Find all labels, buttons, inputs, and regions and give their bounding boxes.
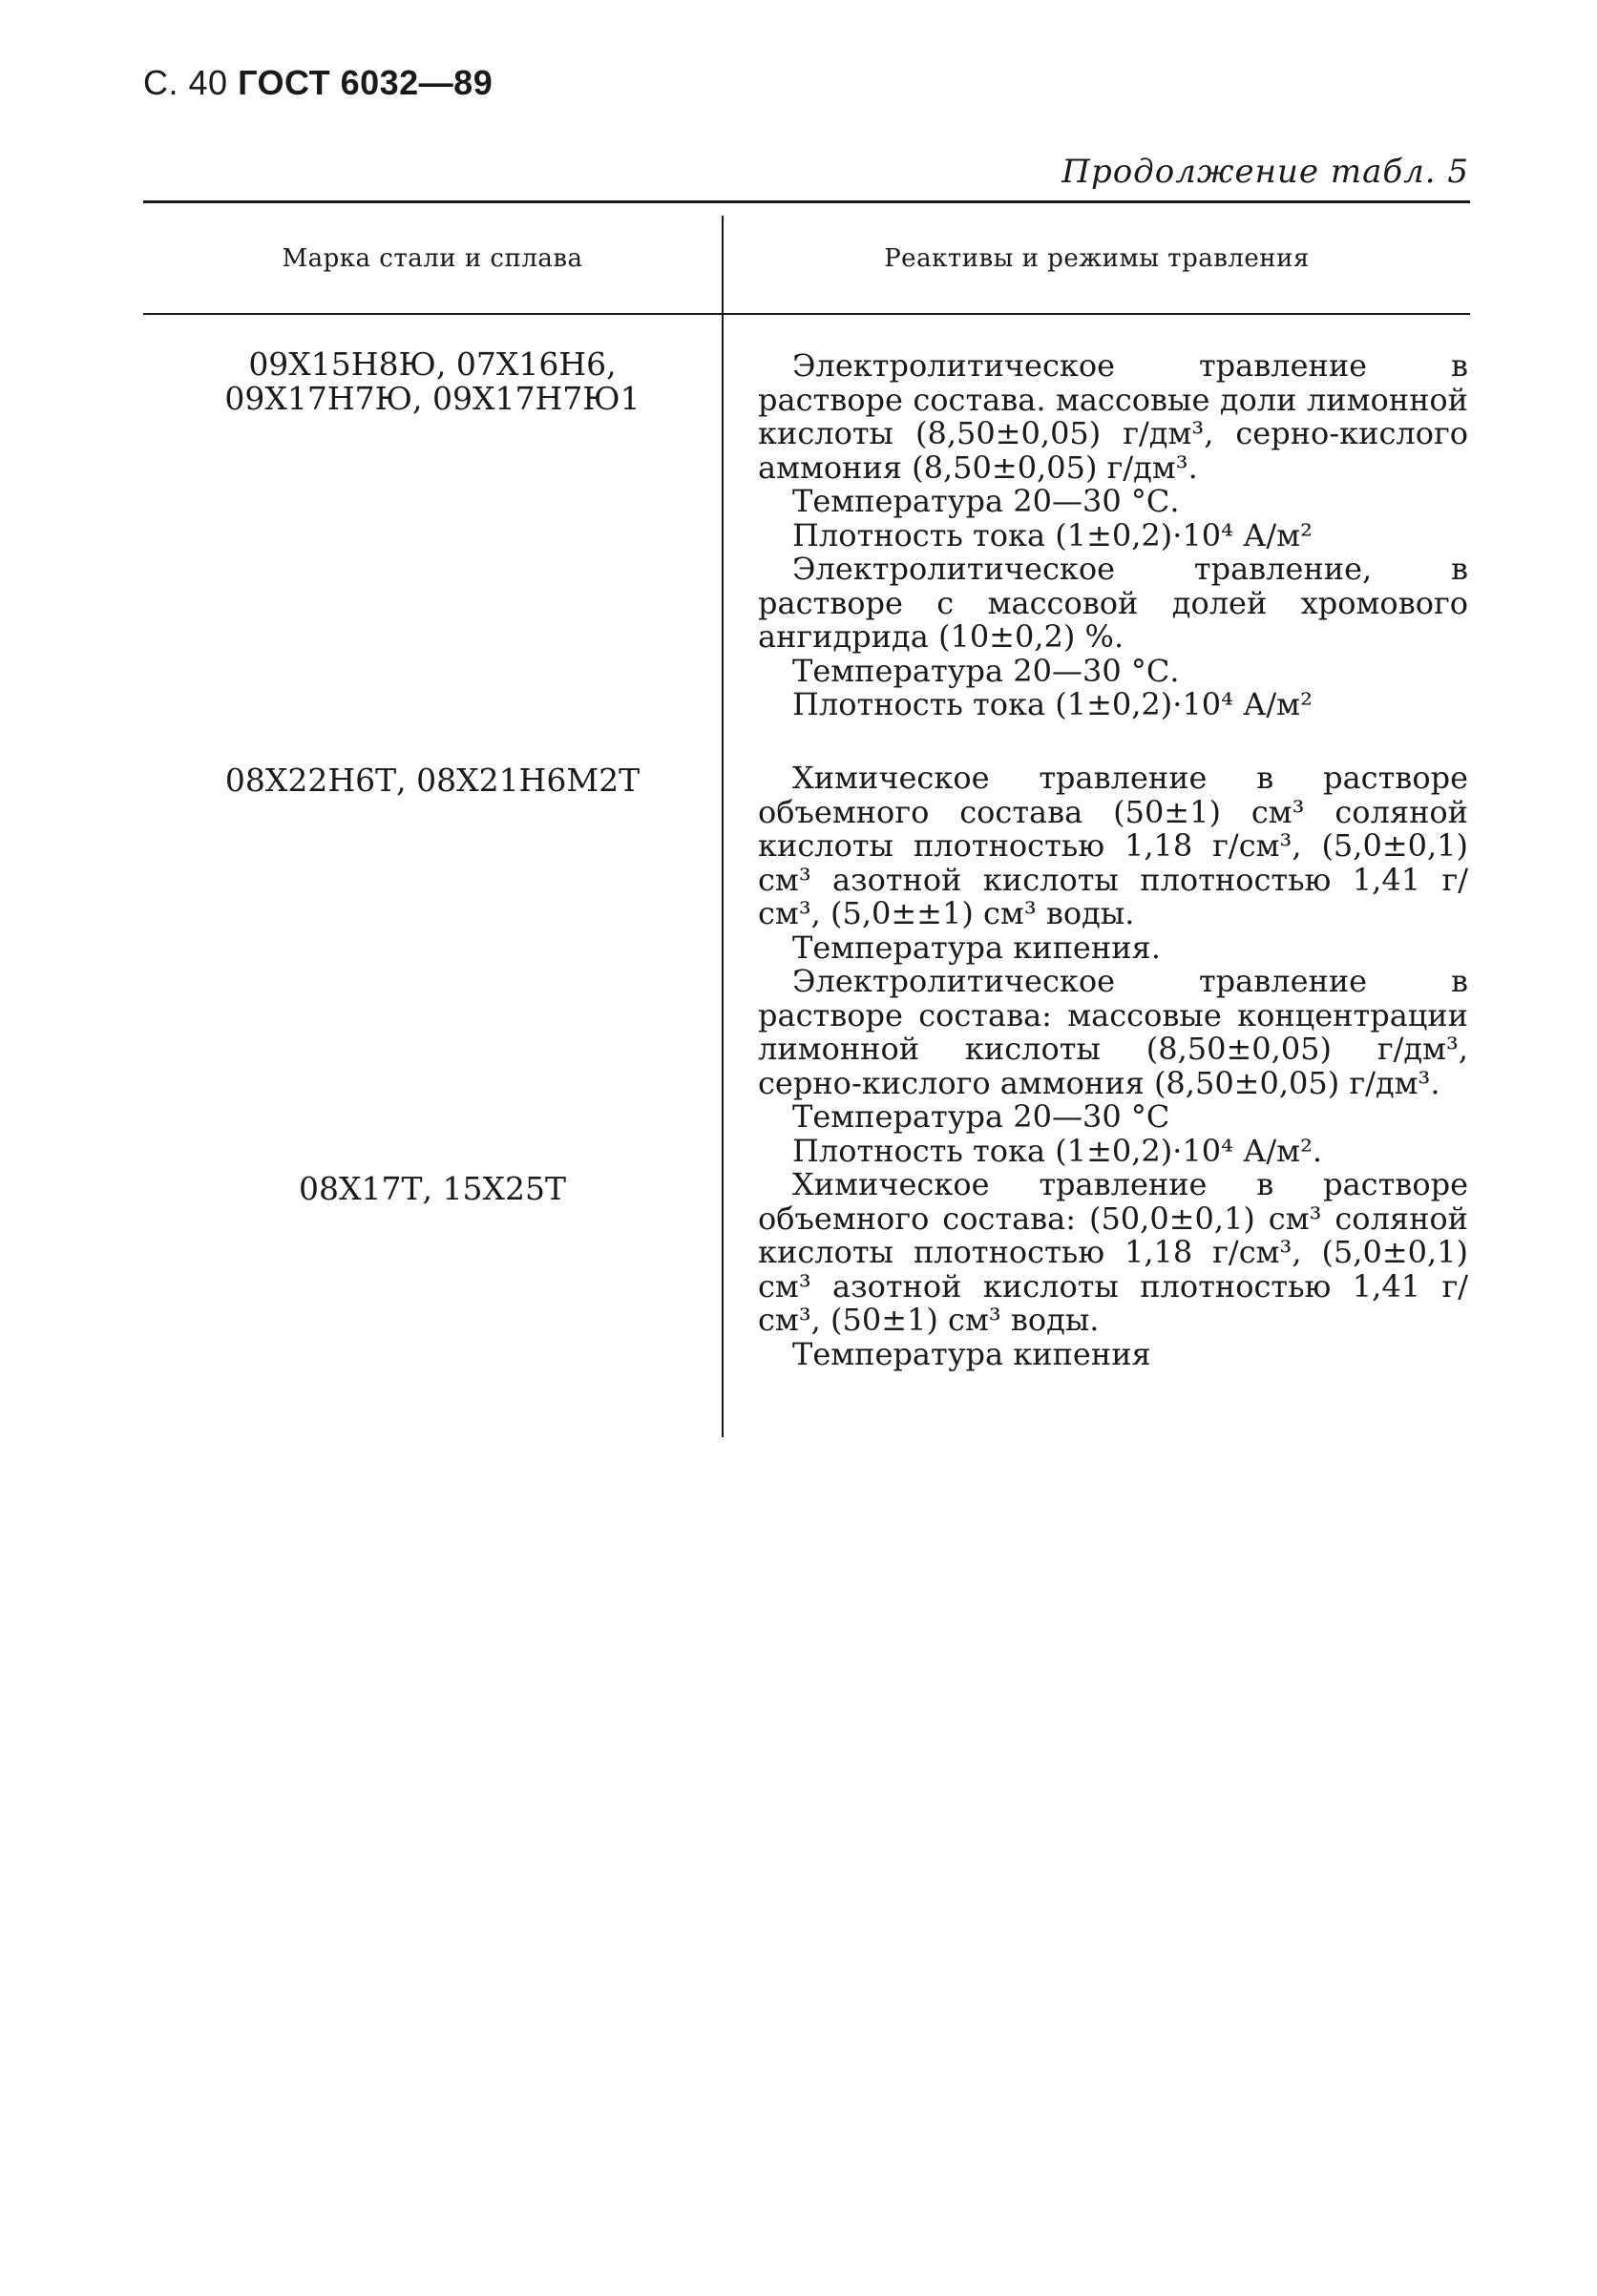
page-header: [143, 63, 493, 103]
page-number: С. 40: [143, 63, 228, 102]
table-continuation-label: Продолжение табл. 5: [1061, 153, 1469, 191]
steel-grade-line: 08Х22Н6Т, 08Х21Н6М2Т: [224, 762, 641, 799]
steel-grade-cell: [143, 1172, 722, 1206]
column-divider: [722, 216, 724, 1437]
standard-number: ГОСТ 6032—89: [238, 63, 494, 102]
etching-paragraph: Температура 20—30 °С: [792, 1098, 1170, 1135]
etching-paragraph: Химическое травление в растворе объемного состава: (50,0±0,1) см³ соляной кислоты плотностью 1,18 г/см³, (5,0±0,1) см³ азотной кислоты плотностью 1,41 г/см³, (50±1) см³ воды.: [758, 1166, 1468, 1338]
etching-paragraph: Температура 20—30 °С.: [792, 483, 1180, 519]
column-header-reagents: Реактивы и режимы травления: [884, 244, 1310, 273]
steel-grade-line: 09Х15Н8Ю, 07Х16Н6,: [248, 345, 617, 383]
etching-paragraph: Химическое травление в растворе объемного состава (50±1) см³ соляной кислоты плотностью 1,18 г/см³, (5,0±0,1) см³ азотной кислоты плотностью 1,41 г/см³, (5,0±±1) см³ воды.: [758, 760, 1468, 931]
etching-paragraph: Плотность тока (1±0,2)·10⁴ А/м²: [792, 686, 1313, 722]
column-header-grade: Марка стали и сплава: [282, 244, 583, 273]
etching-description-cell: [758, 1168, 1468, 1371]
steel-grade-line: 09Х17Н7Ю, 09Х17Н7Ю1: [224, 380, 641, 417]
steel-grade-cell: [143, 347, 722, 416]
etching-paragraph: Температура 20—30 °С.: [792, 652, 1180, 689]
header-bottom-rule: [143, 313, 1470, 315]
steel-grade-line: 08Х17Т, 15Х25Т: [299, 1170, 566, 1207]
etching-paragraph: Плотность тока (1±0,2)·10⁴ А/м².: [792, 1132, 1323, 1169]
steel-grade-cell: [143, 763, 722, 798]
table-top-rule: [143, 200, 1470, 203]
etching-paragraph: Температура кипения.: [792, 929, 1161, 966]
etching-paragraph: Электролитическое травление, в растворе с массовой долей хромового ангидрида (10±0,2) %.: [758, 551, 1468, 655]
etching-paragraph: Температура кипения: [792, 1335, 1151, 1372]
etching-description-cell: [758, 349, 1468, 722]
etching-description-cell: [758, 762, 1468, 1168]
etching-paragraph: Плотность тока (1±0,2)·10⁴ А/м²: [792, 516, 1313, 553]
etching-paragraph: Электролитическое травление в растворе состава: массовые концентрации лимонной кислоты (8,50±0,05) г/дм³, серно-кислого аммония (8,50±0,05) г/дм³.: [758, 963, 1468, 1101]
etching-paragraph: Электролитическое травление в растворе состава. массовые доли лимонной кислоты (8,50±0,05) г/дм³, серно-кислого аммония (8,50±0,05) г/дм³.: [758, 347, 1468, 486]
